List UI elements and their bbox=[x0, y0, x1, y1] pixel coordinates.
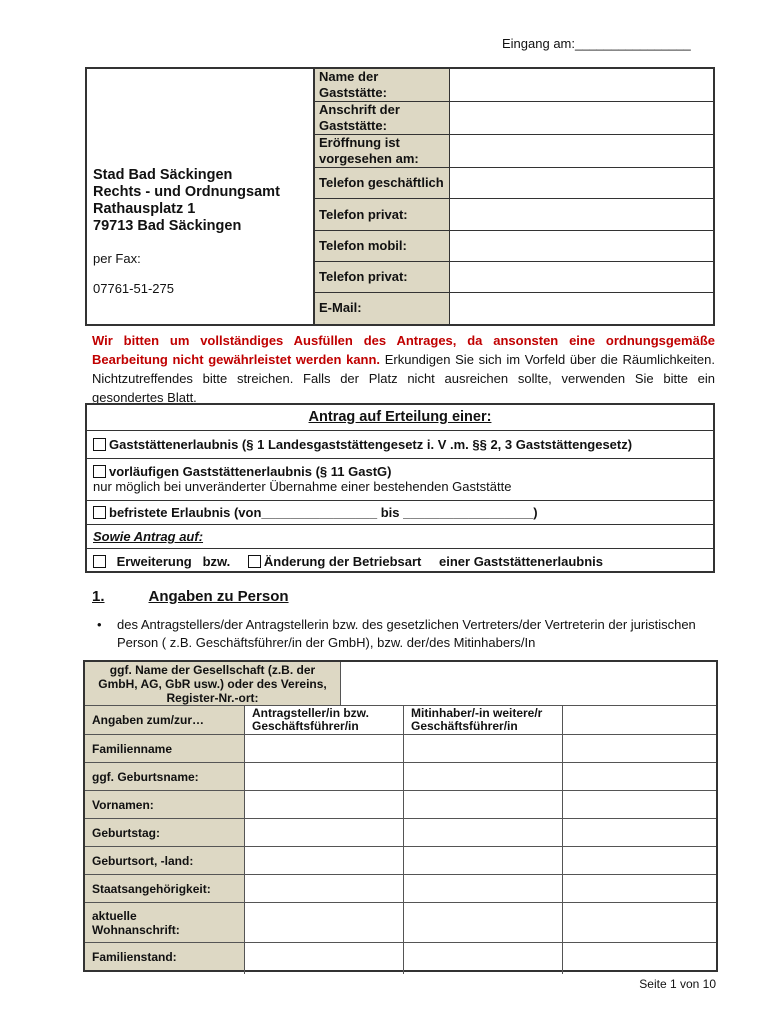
address-line-2: Rechts - und Ordnungsamt bbox=[93, 184, 280, 200]
mitinhaber-input-column[interactable] bbox=[404, 735, 562, 970]
section-1-bullet-text: des Antragstellers/der Antragstellerin bzw. des gesetzlichen Vertreters/der Vertreterin der juristischen Person ( z.B. Geschäftsführer/in der GmbH), bzw. der/des Mitinhabers/In bbox=[117, 617, 696, 650]
field-input-eroeffnung[interactable] bbox=[450, 135, 715, 168]
antrag-title: Antrag auf Erteilung einer: bbox=[308, 409, 492, 425]
field-input-telefon-mobil[interactable] bbox=[450, 231, 715, 262]
header-table bbox=[85, 67, 715, 326]
address-line-3: Rathausplatz 1 bbox=[93, 201, 196, 217]
field-input-email[interactable] bbox=[450, 293, 715, 325]
page-number: Seite 1 von 10 bbox=[639, 977, 716, 991]
fax-label: per Fax: bbox=[93, 251, 141, 266]
field-label-anschrift: Anschrift der Gaststätte: bbox=[314, 102, 450, 135]
note-warning: Wir bitten um vollständiges Ausfüllen des Antrages, da ansonsten eine ordnungsgemäße Bearbeitung nicht gewährleistet werden kann. bbox=[92, 333, 715, 367]
section-1-title: Angaben zu Person bbox=[148, 588, 289, 605]
row-vornamen-label: Vornamen: bbox=[85, 791, 244, 818]
sowie-antrag-row bbox=[87, 525, 713, 549]
erweiterung-row bbox=[87, 549, 713, 573]
antrag-box bbox=[85, 403, 715, 573]
option-gaststaettenerlaubnis bbox=[87, 431, 713, 459]
col-antragsteller-header: Antragsteller/in bzw. Geschäftsführer/in bbox=[252, 706, 369, 733]
bullet-dot: • bbox=[97, 617, 102, 632]
field-label-telefon-geschaeftlich: Telefon geschäftlich bbox=[314, 168, 450, 199]
fax-number: 07761-51-275 bbox=[93, 281, 174, 296]
person-table bbox=[83, 660, 718, 972]
option-vorlaeufig-label: vorläufigen Gaststättenerlaubnis (§ 11 GastG) bbox=[109, 464, 392, 479]
section-1-number: 1. bbox=[92, 588, 105, 605]
instruction-note bbox=[92, 331, 715, 407]
field-label-email: E-Mail: bbox=[314, 293, 450, 325]
row-wohnanschrift-label: aktuelle Wohnanschrift: bbox=[85, 903, 215, 942]
checkbox-gaststaettenerlaubnis[interactable] bbox=[93, 438, 106, 451]
section-1-bullet bbox=[97, 616, 715, 652]
option-gaststaettenerlaubnis-label: Gaststättenerlaubnis (§ 1 Landesgaststättengesetz i. V .m. §§ 2, 3 Gaststättengesetz) bbox=[109, 437, 633, 452]
field-label-telefon-mobil: Telefon mobil: bbox=[314, 231, 450, 262]
field-input-name[interactable] bbox=[450, 68, 715, 102]
option-befristet bbox=[87, 501, 713, 525]
aenderung-label: Änderung der Betriebsart bbox=[263, 554, 422, 569]
checkbox-aenderung[interactable] bbox=[248, 555, 261, 568]
option-vorlaeufig-note: nur möglich bei unveränderter Übernahme einer bestehenden Gaststätte bbox=[93, 479, 512, 494]
option-befristet-label-end: __________________) bbox=[403, 505, 538, 520]
eingang-date-line: Eingang am:________________ bbox=[502, 36, 691, 51]
company-name-label: ggf. Name der Gesellschaft (z.B. der GmbH, AG, GbR usw.) oder des Vereins, Register-Nr.-ort: bbox=[85, 662, 340, 705]
sowie-antrag-heading: Sowie Antrag auf: bbox=[93, 529, 204, 544]
company-name-input[interactable] bbox=[341, 662, 716, 705]
address-line-4: 79713 Bad Säckingen bbox=[93, 218, 242, 234]
field-input-telefon-geschaeftlich[interactable] bbox=[450, 168, 715, 199]
antrag-title-row bbox=[87, 405, 713, 431]
angaben-label: Angaben zum/zur… bbox=[85, 706, 244, 734]
extra-input-column[interactable] bbox=[563, 735, 716, 970]
option-vorlaeufig bbox=[87, 459, 713, 501]
section-1-heading bbox=[92, 588, 289, 605]
option-befristet-label: befristete Erlaubnis (von________________ bis bbox=[109, 505, 400, 520]
einer-gaststaettenerlaubnis-label: einer Gaststättenerlaubnis bbox=[439, 554, 604, 569]
row-familienstand-label: Familienstand: bbox=[85, 943, 244, 970]
checkbox-befristet[interactable] bbox=[93, 506, 106, 519]
field-label-name: Name der Gaststätte: bbox=[314, 68, 450, 102]
note-text: Erkundigen Sie sich im Vorfeld über die Räumlichkeiten. Nichtzutreffendes bitte streichen. Falls der Platz nicht ausreichen sollte, verwenden Sie bitte ein gesondertes Blatt. bbox=[92, 352, 715, 405]
row-geburtsname-label: ggf. Geburtsname: bbox=[85, 763, 244, 790]
field-label-telefon-privat: Telefon privat: bbox=[314, 199, 450, 231]
field-label-eroeffnung: Eröffnung ist vorgesehen am: bbox=[314, 135, 450, 168]
checkbox-vorlaeufig[interactable] bbox=[93, 465, 106, 478]
checkbox-erweiterung[interactable] bbox=[93, 555, 106, 568]
field-input-telefon-privat-2[interactable] bbox=[450, 262, 715, 293]
row-familienname-label: Familienname bbox=[85, 735, 244, 762]
row-geburtstag-label: Geburtstag: bbox=[85, 819, 244, 846]
field-input-anschrift[interactable] bbox=[450, 102, 715, 135]
field-input-telefon-privat[interactable] bbox=[450, 199, 715, 231]
row-geburtsort-label: Geburtsort, -land: bbox=[85, 847, 244, 874]
address-block bbox=[86, 68, 314, 325]
erweiterung-label: Erweiterung bzw. bbox=[116, 554, 231, 569]
row-staatsangehoerigkeit-label: Staatsangehörigkeit: bbox=[85, 875, 244, 902]
field-label-telefon-privat-2: Telefon privat: bbox=[314, 262, 450, 293]
antragsteller-input-column[interactable] bbox=[245, 735, 403, 970]
address-line-1: Stad Bad Säckingen bbox=[93, 167, 233, 183]
col-mitinhaber-header: Mitinhaber/-in weitere/r Geschäftsführer/in bbox=[411, 706, 543, 733]
